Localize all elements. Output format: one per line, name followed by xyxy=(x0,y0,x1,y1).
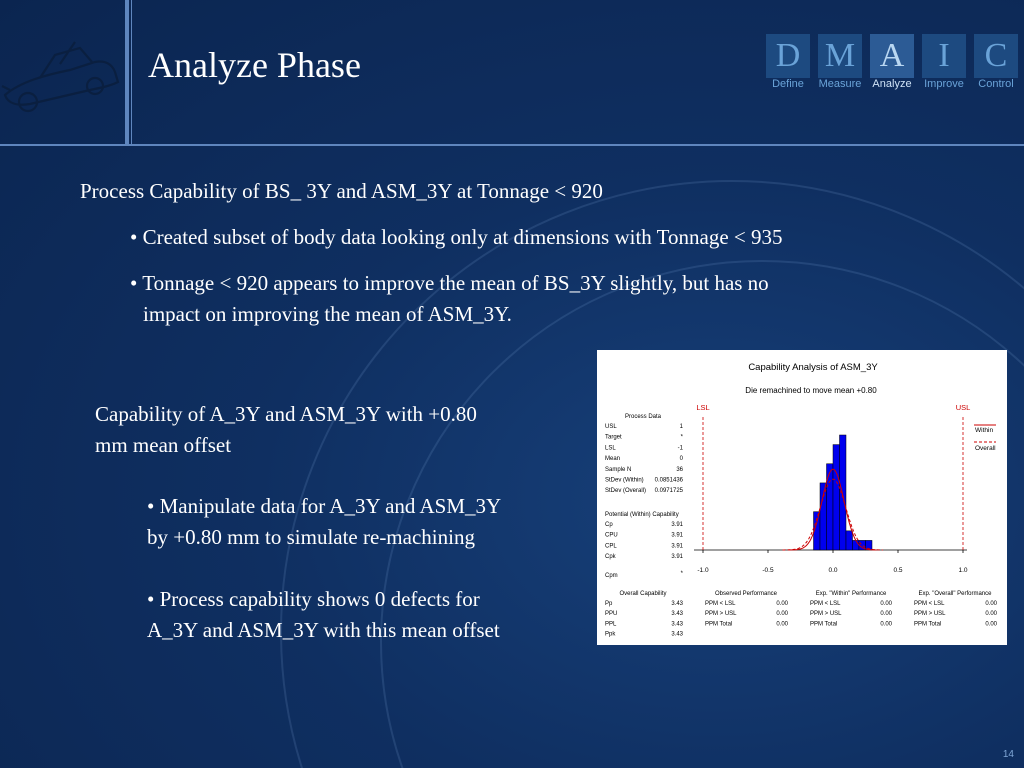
process-data-header: Process Data xyxy=(624,414,662,420)
x-tick-label: 1.0 xyxy=(958,567,968,574)
dmaic-define-box: D xyxy=(766,34,810,78)
observed-performance-value: 0.00 xyxy=(776,621,788,628)
exp-within-performance-label: PPM > USL xyxy=(810,611,842,618)
car-logo-icon xyxy=(0,20,120,130)
x-tick-label: -1.0 xyxy=(697,567,709,574)
process-data-value: * xyxy=(680,434,683,441)
dmaic-analyze-box: A xyxy=(870,34,914,78)
exp-within-performance-header: Exp. "Within" Performance xyxy=(815,591,887,597)
observed-performance-header: Observed Performance xyxy=(714,591,778,597)
cpm-value: * xyxy=(680,571,683,577)
observed-performance-label: PPM > USL xyxy=(705,611,737,618)
dmaic-define-label: Define xyxy=(772,78,804,90)
process-data-label: LSL xyxy=(605,445,616,452)
dmaic-navigation xyxy=(766,34,1020,94)
lsl-label: LSL xyxy=(696,403,710,412)
sub-heading: Capability of A_3Y and ASM_3Y with +0.80 xyxy=(95,402,477,426)
legend-overall-label: Overall xyxy=(975,445,996,452)
dmaic-analyze-label: Analyze xyxy=(872,78,912,90)
histogram-bar xyxy=(840,435,847,550)
header-divider xyxy=(125,0,129,145)
slide-header xyxy=(0,0,1024,145)
overall-capability-value: 3.43 xyxy=(671,601,683,607)
dmaic-measure-label: Measure xyxy=(818,78,862,90)
potential-capability-header: Potential (Within) Capability xyxy=(605,512,679,518)
overall-capability-label: Pp xyxy=(605,601,613,607)
exp-within-performance-value: 0.00 xyxy=(880,601,892,607)
bullet-tonnage-cont: impact on improving the mean of ASM_3Y. xyxy=(143,302,512,326)
dmaic-improve-box: I xyxy=(922,34,966,78)
cpm-label: Cpm xyxy=(605,573,618,579)
exp-overall-performance-label: PPM Total xyxy=(914,621,942,628)
potential-capability-label: CPL xyxy=(605,543,617,550)
sub-heading-cont: mm mean offset xyxy=(95,433,232,457)
x-tick-label: 0.5 xyxy=(893,567,903,574)
chart-subtitle: Die remachined to move mean +0.80 xyxy=(745,386,877,395)
observed-performance-value: 0.00 xyxy=(776,601,788,607)
section-heading: Process Capability of BS_ 3Y and ASM_3Y at Tonnage < 920 xyxy=(80,179,603,203)
process-data-label: Target xyxy=(605,434,622,441)
chart-title: Capability Analysis of ASM_3Y xyxy=(748,362,878,373)
exp-overall-performance-value: 0.00 xyxy=(985,601,997,607)
process-data-value: 0 xyxy=(679,456,683,463)
bullet-manipulate-cont: by +0.80 mm to simulate re-machining xyxy=(147,525,475,549)
usl-label: USL xyxy=(955,403,971,412)
bullet-subset: • Created subset of body data looking only at dimensions with Tonnage < 935 xyxy=(130,225,783,249)
overall-capability-value: 3.43 xyxy=(671,611,683,618)
process-data-label: Sample N xyxy=(605,466,632,473)
observed-performance-value: 0.00 xyxy=(776,611,788,618)
process-data-value: 0.0851436 xyxy=(654,477,683,484)
process-data-value: 1 xyxy=(679,424,683,430)
bullet-defects: • Process capability shows 0 defects for xyxy=(147,587,480,611)
exp-overall-performance-label: PPM > USL xyxy=(914,611,946,618)
histogram-bar xyxy=(827,464,834,550)
process-data-label: Mean xyxy=(605,456,621,463)
process-data-label: StDev (Overall) xyxy=(605,488,647,495)
potential-capability-value: 3.91 xyxy=(671,543,683,550)
exp-overall-performance-value: 0.00 xyxy=(985,611,997,618)
dmaic-control-label: Control xyxy=(978,78,1014,90)
process-data-value: 0.0971725 xyxy=(654,488,683,495)
overall-capability-label: PPL xyxy=(605,621,617,628)
overall-capability-header: Overall Capability xyxy=(619,591,667,597)
overall-capability-label: PPU xyxy=(605,611,618,618)
exp-within-performance-value: 0.00 xyxy=(880,611,892,618)
histogram-bar xyxy=(846,531,853,550)
exp-within-performance-label: PPM < LSL xyxy=(810,601,841,607)
capability-chart-svg xyxy=(597,350,1007,645)
potential-capability-value: 3.91 xyxy=(671,532,683,539)
exp-overall-performance-header: Exp. "Overall" Performance xyxy=(918,591,992,597)
exp-within-performance-value: 0.00 xyxy=(880,621,892,628)
potential-capability-label: CPU xyxy=(605,532,618,539)
histogram-bar xyxy=(853,540,860,550)
process-data-value: -1 xyxy=(677,445,683,452)
bullet-tonnage: • Tonnage < 920 appears to improve the mean of BS_3Y slightly, but has no xyxy=(130,271,769,295)
page-number: 14 xyxy=(1002,749,1014,760)
potential-capability-label: Cpk xyxy=(605,554,616,561)
histogram-bar xyxy=(833,445,840,550)
overall-capability-label: Ppk xyxy=(605,631,616,638)
process-data-label: StDev (Within) xyxy=(605,477,644,484)
exp-within-performance-label: PPM Total xyxy=(810,621,838,628)
overall-capability-value: 3.43 xyxy=(671,621,683,628)
x-tick-label: 0.0 xyxy=(828,567,838,574)
dmaic-control-box: C xyxy=(974,34,1018,78)
legend-within-label: Within xyxy=(975,427,994,434)
observed-performance-label: PPM < LSL xyxy=(705,601,736,607)
potential-capability-value: 3.91 xyxy=(671,522,683,528)
observed-performance-label: PPM Total xyxy=(705,621,733,628)
x-tick-label: -0.5 xyxy=(762,567,774,574)
exp-overall-performance-value: 0.00 xyxy=(985,621,997,628)
header-divider xyxy=(131,0,132,145)
process-data-value: 36 xyxy=(676,466,683,473)
dmaic-measure-box: M xyxy=(818,34,862,78)
potential-capability-value: 3.91 xyxy=(671,554,683,561)
exp-overall-performance-label: PPM < LSL xyxy=(914,601,945,607)
overall-capability-value: 3.43 xyxy=(671,631,683,638)
header-rule xyxy=(0,144,1024,146)
capability-chart xyxy=(597,350,1007,645)
bullet-defects-cont: A_3Y and ASM_3Y with this mean offset xyxy=(147,618,500,642)
process-data-label: USL xyxy=(605,424,617,430)
bullet-manipulate: • Manipulate data for A_3Y and ASM_3Y xyxy=(147,494,502,518)
potential-capability-label: Cp xyxy=(605,522,613,528)
dmaic-improve-label: Improve xyxy=(924,78,964,90)
page-title: Analyze Phase xyxy=(148,45,361,85)
